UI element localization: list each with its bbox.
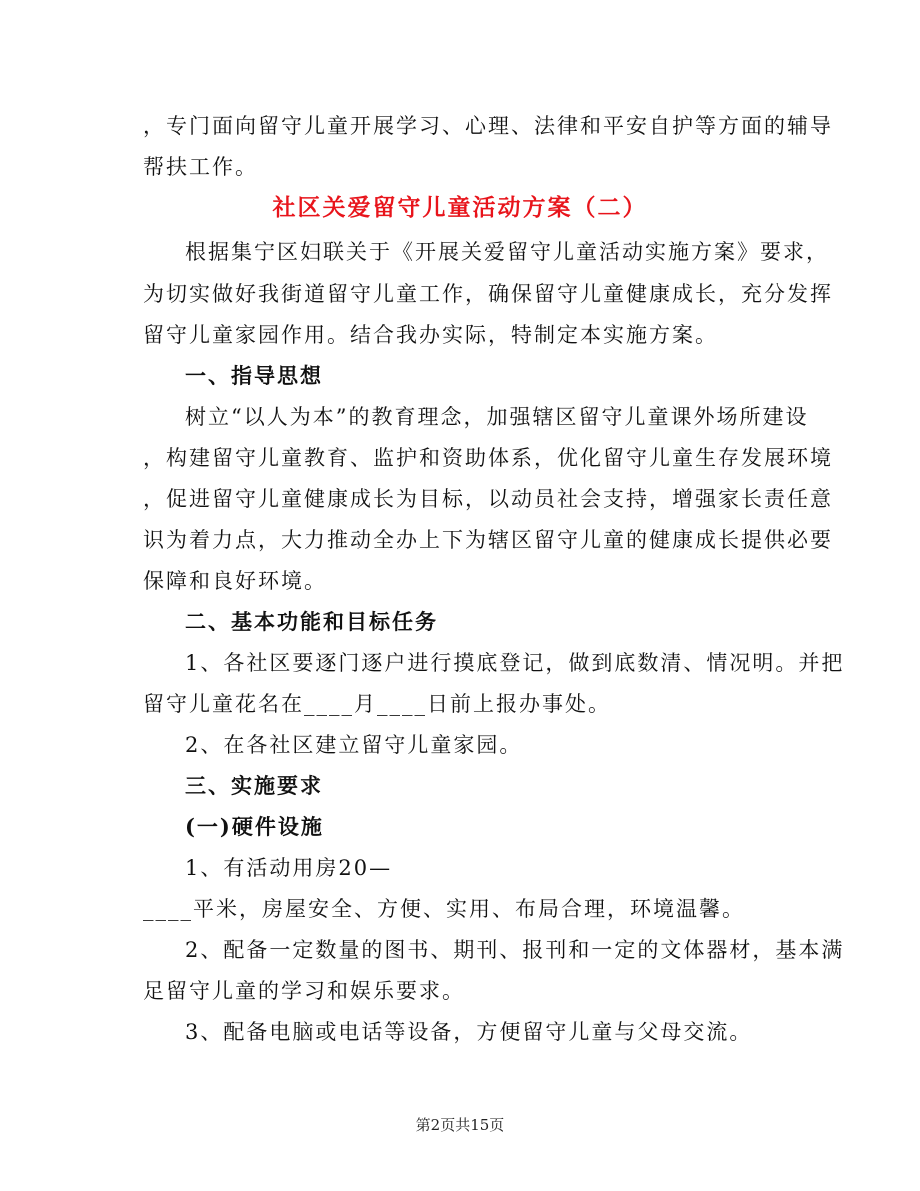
text-line: ，构建留守儿童教育、监护和资助体系，优化留守儿童生存发展环境 bbox=[143, 446, 833, 470]
text-line: 为切实做好我街道留守儿童工作，确保留守儿童健康成长，充分发挥 bbox=[143, 282, 833, 306]
text-line: 3、配备电脑或电话等设备，方便留守儿童与父母交流。 bbox=[185, 1020, 753, 1044]
document-title: 社区关爱留守儿童活动方案（二） bbox=[272, 194, 648, 221]
page-number-footer: 第2页共15页 bbox=[415, 1116, 505, 1134]
text-line: 2、配备一定数量的图书、期刊、报刊和一定的文体器材，基本满 bbox=[185, 938, 845, 962]
section-heading: 一、指导思想 bbox=[185, 363, 323, 388]
text-line: 树立“以人为本”的教育理念，加强辖区留守儿童课外场所建设 bbox=[185, 405, 809, 429]
subsection-heading: (一)硬件设施 bbox=[185, 814, 324, 839]
text-line: ，专门面向留守儿童开展学习、心理、法律和平安自护等方面的辅导 bbox=[143, 114, 833, 138]
text-line: 留守儿童家园作用。结合我办实际，特制定本实施方案。 bbox=[143, 323, 718, 347]
text-line: 识为着力点，大力推动全办上下为辖区留守儿童的健康成长提供必要 bbox=[143, 528, 833, 552]
text-line: 1、各社区要逐门逐户进行摸底登记，做到底数清、情况明。并把 bbox=[185, 651, 845, 675]
text-line: ____平米，房屋安全、方便、实用、布局合理，环境温馨。 bbox=[143, 897, 745, 921]
section-heading: 二、基本功能和目标任务 bbox=[185, 609, 438, 634]
text-line: 足留守儿童的学习和娱乐要求。 bbox=[143, 979, 465, 1003]
section-heading: 三、实施要求 bbox=[185, 773, 323, 798]
text-line: 2、在各社区建立留守儿童家园。 bbox=[185, 733, 523, 757]
text-line: 保障和良好环境。 bbox=[143, 569, 327, 593]
text-line: ，促进留守儿童健康成长为目标，以动员社会支持，增强家长责任意 bbox=[143, 487, 833, 511]
text-line: 根据集宁区妇联关于《开展关爱留守儿童活动实施方案》要求， bbox=[185, 240, 829, 264]
text-line: 留守儿童花名在____月____日前上报办事处。 bbox=[143, 692, 611, 716]
text-line: 1、有活动用房20— bbox=[185, 856, 393, 880]
text-line: 帮扶工作。 bbox=[143, 155, 258, 179]
